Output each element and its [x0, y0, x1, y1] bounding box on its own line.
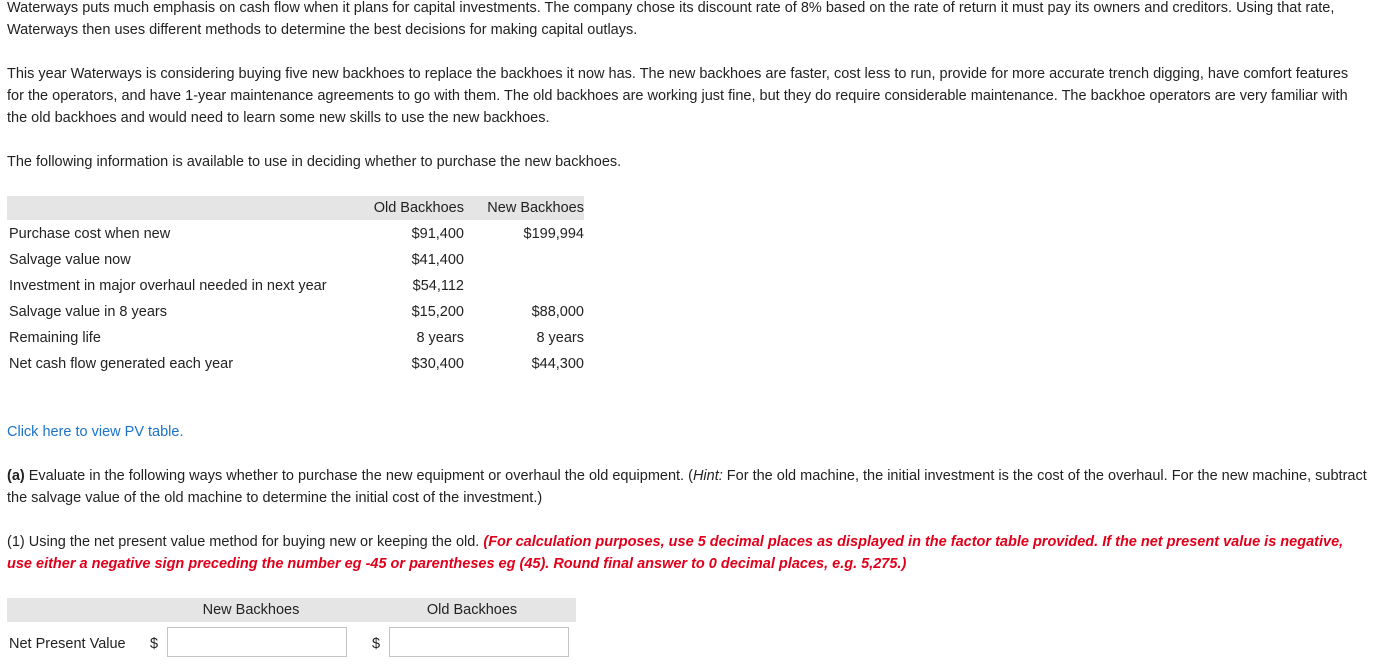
cell-new-salvage-now	[478, 247, 584, 273]
npv-row-label: Net Present Value	[9, 636, 126, 652]
intro-paragraph-1: Waterways puts much emphasis on cash flow when it plans for capital investments. The company chose its discount rate of 8% based on the rate of return it must pay its owners and creditors. Using that rate, Waterways then uses different methods to determine the best decisions for making capital outlays.	[7, 0, 1335, 38]
currency-symbol-old: $	[372, 636, 381, 652]
row-label-overhaul: Investment in major overhaul needed in next year	[9, 278, 327, 294]
cell-old-net-cash-flow: $30,400	[411, 356, 464, 372]
npv-column-new-backhoes: New Backhoes	[202, 602, 300, 618]
row-label-salvage-8-years: Salvage value in 8 years	[9, 304, 167, 320]
npv-old-backhoes-input[interactable]	[389, 627, 569, 657]
row-label-net-cash-flow: Net cash flow generated each year	[9, 356, 234, 372]
part-a-hint-word: Hint:	[692, 468, 723, 484]
cell-new-salvage-8-years: $88,000	[531, 304, 584, 320]
pv-table-link[interactable]: Click here to view PV table.	[7, 424, 184, 440]
column-header-new-backhoes: New Backhoes	[487, 200, 584, 216]
cell-new-remaining-life: 8 years	[536, 330, 584, 346]
row-label-salvage-now: Salvage value now	[9, 252, 131, 268]
cell-old-remaining-life: 8 years	[416, 330, 464, 346]
part-a-text-after-hint: For the old machine, the initial investment is the cost of the overhaul. For the new machine, subtract the salvage value of the old machine to determine the initial cost of the investment.)	[7, 468, 1367, 506]
part-1-calculation-instructions: (For calculation purposes, use 5 decimal places as displayed in the factor table provided. If the net present value is negative, use either a negative sign preceding the number eg -45 or parentheses eg (45). Round final answer to 0 decimal places, e.g. 5,275.)	[7, 534, 1344, 572]
cell-new-purchase-cost: $199,994	[523, 226, 584, 242]
npv-column-old-backhoes: Old Backhoes	[426, 602, 518, 618]
intro-paragraph-3: The following information is available to use in deciding whether to purchase the new backhoes.	[7, 154, 622, 170]
row-label-remaining-life: Remaining life	[9, 330, 101, 346]
cell-old-overhaul: $54,112	[412, 278, 464, 294]
cell-old-salvage-now: $41,400	[411, 252, 464, 268]
part-a-instructions	[7, 465, 1369, 509]
currency-symbol-new: $	[150, 636, 159, 652]
intro-paragraph-2: This year Waterways is considering buying five new backhoes to replace the backhoes it now has. The new backhoes are faster, cost less to run, provide for more accurate trench digging, have comfort features for the operators, and have 1-year maintenance agreements to go with them. The old backhoes are working just fine, but they do require considerable maintenance. The backhoe operators are very familiar with the old backhoes and would need to learn some new skills to use the new backhoes.	[7, 66, 1349, 126]
cell-old-salvage-8-years: $15,200	[411, 304, 464, 320]
cell-new-net-cash-flow: $44,300	[531, 356, 584, 372]
part-1-text: (1) Using the net present value method for buying new or keeping the old.	[7, 534, 484, 550]
part-1-instructions	[7, 531, 1369, 575]
cell-new-overhaul	[478, 273, 584, 299]
npv-new-backhoes-input[interactable]	[167, 627, 347, 657]
part-a-text-before-hint: Evaluate in the following ways whether to purchase the new equipment or overhaul the old equipment. (	[24, 468, 693, 484]
column-header-old-backhoes: Old Backhoes	[373, 200, 464, 216]
cell-old-purchase-cost: $91,400	[411, 226, 464, 242]
part-a-label: (a)	[7, 468, 25, 484]
row-label-purchase-cost: Purchase cost when new	[9, 226, 171, 242]
